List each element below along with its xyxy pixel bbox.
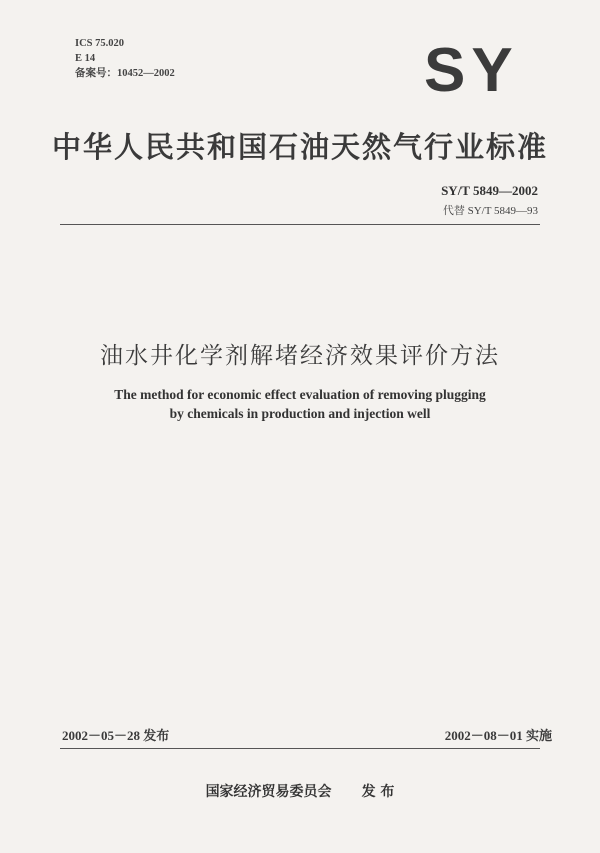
bottom-divider (60, 748, 540, 749)
organization-title: 中华人民共和国石油天然气行业标准 (51, 130, 548, 164)
issuer-name: 国家经济贸易委员会 (205, 784, 332, 800)
issuer-action: 发 布 (361, 784, 395, 800)
filing-number: 备案号：10452—2002 (75, 68, 175, 79)
replaces-standard: 代替 SY/T 5849—93 (442, 205, 538, 217)
publish-date: 2002－05－28 发布 (62, 728, 170, 743)
title-english-line-2: by chemicals in production and injection well (169, 406, 431, 421)
ics-code: ICS 75.020 (75, 38, 125, 49)
top-divider (60, 224, 540, 225)
issuer (0, 781, 600, 801)
title-english (0, 385, 600, 423)
metadata-block (75, 36, 175, 81)
standard-code: SY/T 5849—2002 (441, 183, 538, 198)
implement-date: 2002－08－01 实施 (444, 728, 552, 743)
sy-logo: SY (424, 36, 519, 105)
title-chinese: 油水井化学剂解堵经济效果评价方法 (100, 343, 500, 369)
classification-code: E 14 (75, 53, 96, 64)
title-english-line-1: The method for economic effect evaluation of removing plugging (114, 387, 486, 402)
